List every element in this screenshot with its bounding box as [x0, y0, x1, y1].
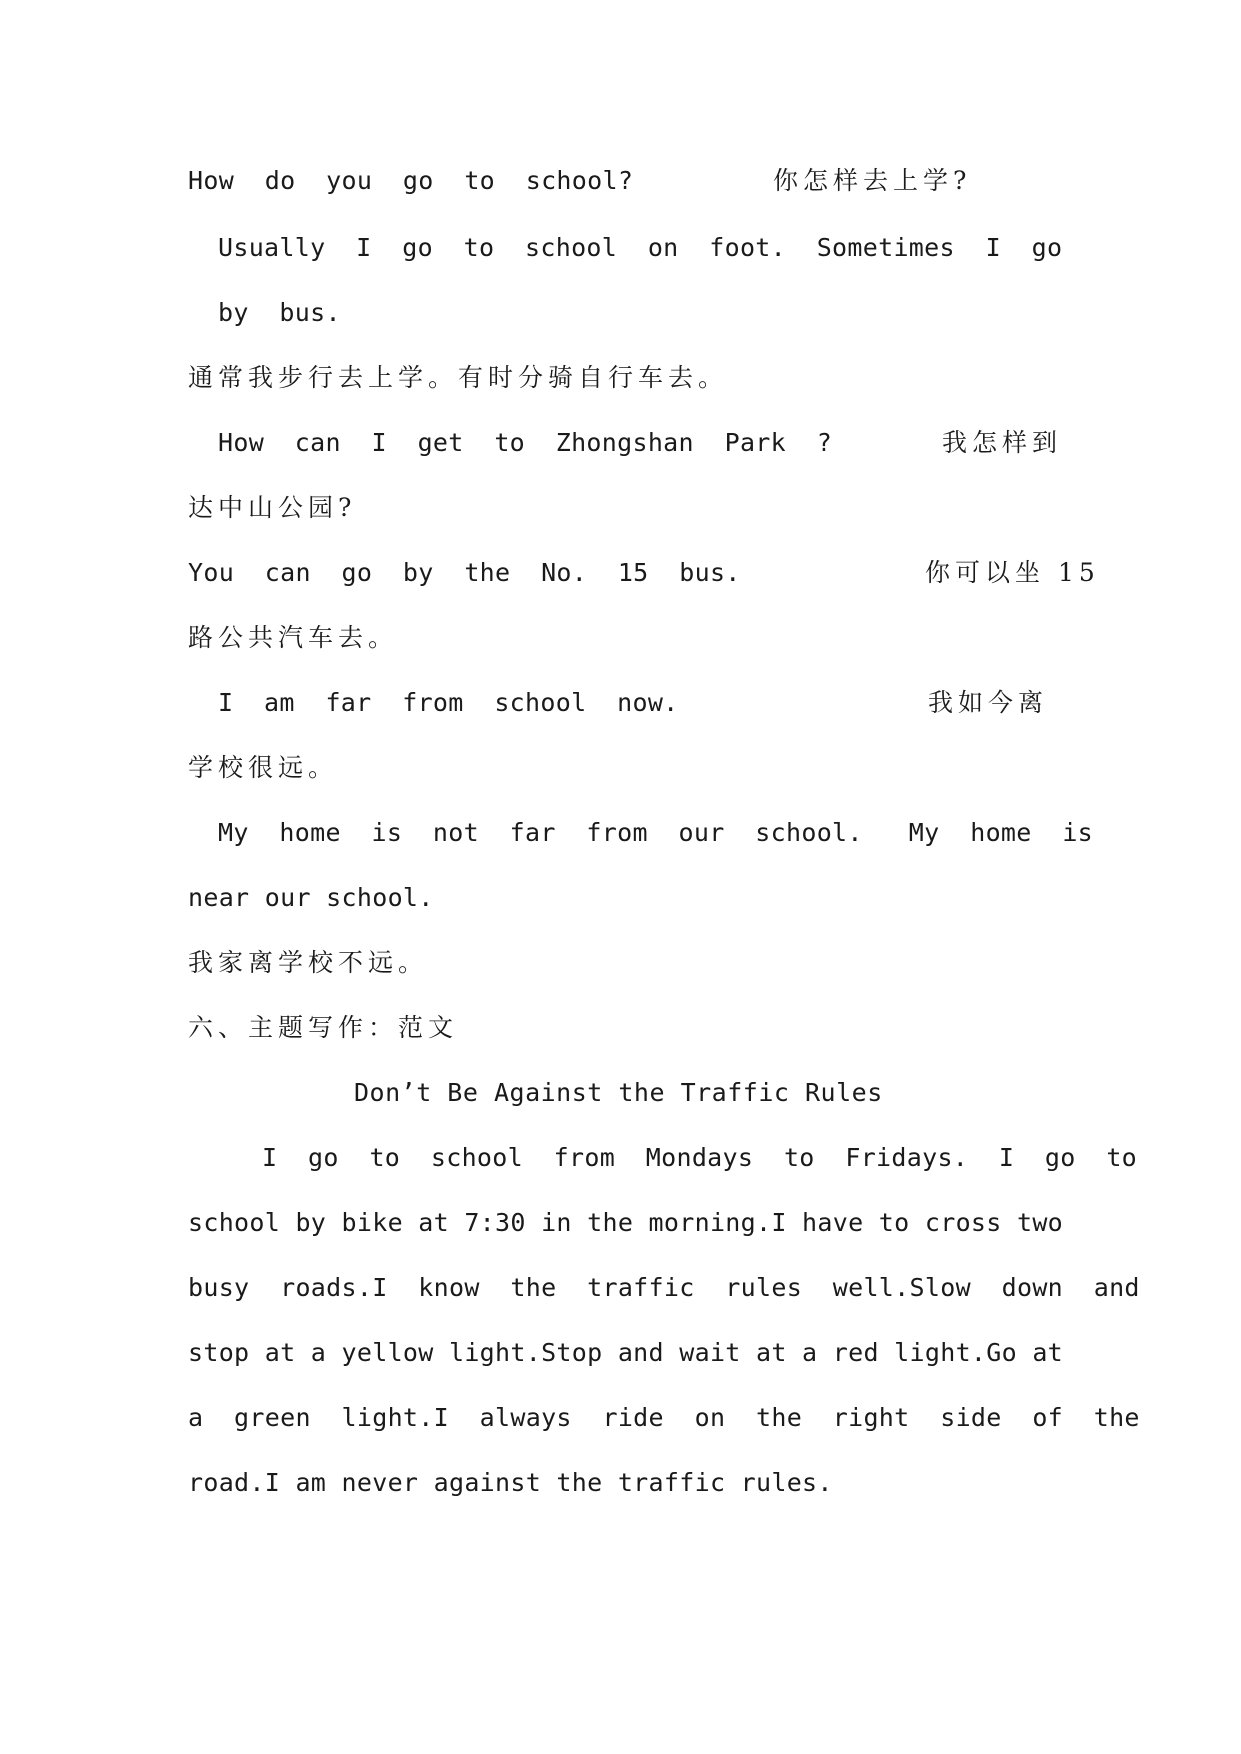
- phrase-bus-zh: 你可以坐 15: [925, 558, 1100, 587]
- phrase-question-zh: 你怎样去上学?: [773, 166, 972, 195]
- phrase-near-en: My home is not far from our school. My home is: [218, 818, 1094, 847]
- phrase-bus-zh-cont: 路公共汽车去。: [188, 623, 399, 652]
- phrase-near-zh: 我家离学校不远。: [188, 948, 429, 977]
- phrase-question-en: How do you go to school?: [188, 166, 634, 195]
- essay-line: a green light.I always ride on the right side of the: [188, 1403, 1140, 1432]
- phrase-near-en-cont: near our school.: [188, 883, 434, 912]
- essay-line: busy roads.I know the traffic rules well.Slow down and: [188, 1273, 1140, 1302]
- phrase-park-question-zh: 我怎样到: [942, 428, 1063, 457]
- phrase-far-zh-cont: 学校很远。: [188, 753, 339, 782]
- phrase-far-zh: 我如今离: [928, 688, 1049, 717]
- phrase-park-question-zh-cont: 达中山公园?: [188, 493, 357, 522]
- essay-title: Don’t Be Against the Traffic Rules: [354, 1078, 883, 1107]
- essay-line: stop at a yellow light.Stop and wait at a red light.Go at: [188, 1338, 1064, 1367]
- essay-line: road.I am never against the traffic rules.: [188, 1468, 833, 1497]
- essay-line: I go to school from Mondays to Fridays. I go to: [262, 1143, 1138, 1172]
- phrase-answer-en-cont: by bus.: [218, 298, 341, 327]
- phrase-far-en: I am far from school now.: [218, 688, 679, 717]
- phrase-bus-en: You can go by the No. 15 bus.: [188, 558, 741, 587]
- phrase-answer-zh: 通常我步行去上学。有时分骑自行车去。: [188, 363, 729, 392]
- phrase-answer-en: Usually I go to school on foot. Sometimes I go: [218, 233, 1063, 262]
- phrase-park-question-en: How can I get to Zhongshan Park ?: [218, 428, 833, 457]
- essay-line: school by bike at 7:30 in the morning.I have to cross two: [188, 1208, 1064, 1237]
- section-heading: 六、主题写作：范文: [188, 1013, 459, 1042]
